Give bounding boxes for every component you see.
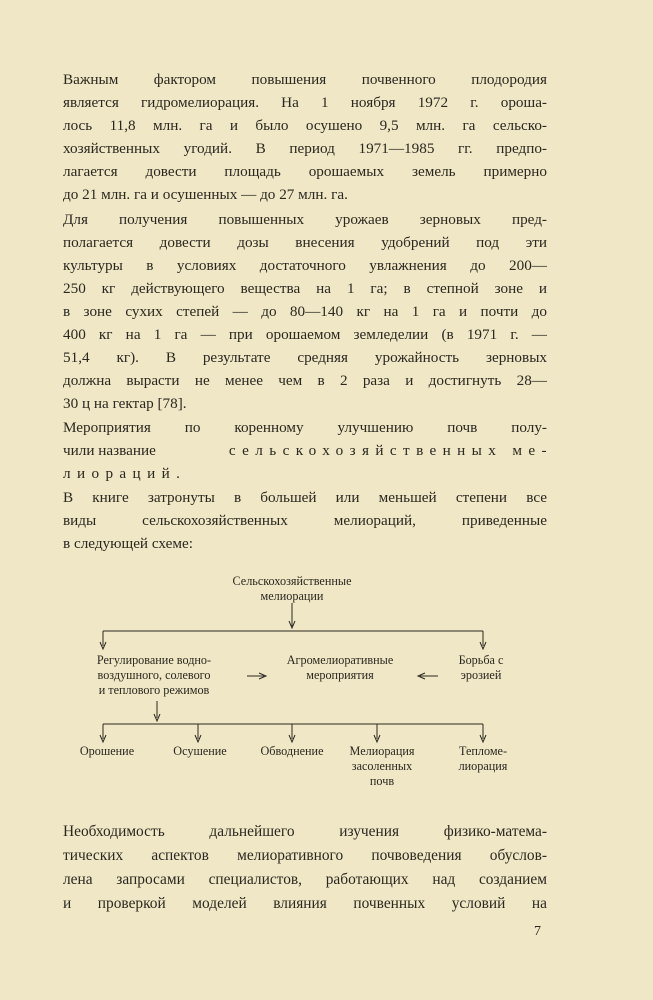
scheme-node-erosion [440, 653, 522, 683]
text-line: является гидромелиорация. На 1 ноября 1972 г. ороша- [63, 94, 547, 111]
node-line: Борьба с [458, 653, 504, 667]
emphasized-term: сельскохозяйственных ме- [228, 442, 553, 459]
scheme-node-watering [247, 744, 337, 759]
node-line: Тепломе- [458, 744, 508, 758]
text-line: тических аспектов мелиоративного почвоведения обуслов- [63, 847, 547, 864]
node-line: лиорация [458, 759, 508, 773]
node-line: Осушение [173, 744, 227, 758]
node-line: эрозией [460, 668, 502, 682]
scheme-node-drainage [158, 744, 242, 759]
text-line: 250 кг действующего вещества на 1 га; в степной зоне и [63, 280, 547, 297]
node-line: засоленных [351, 759, 413, 773]
node-line: Обводнение [260, 744, 324, 758]
paragraph-further-study [63, 820, 547, 916]
node-line: Орошение [79, 744, 135, 758]
text-line: виды сельскохозяйственных мелиораций, приведенные [63, 512, 547, 529]
text-line: в зоне сухих степей — до 80—140 кг на 1 га и почти до [63, 303, 547, 320]
text-line: в следующей схеме: [63, 535, 193, 552]
text-line: до 21 млн. га и осушенных — до 27 млн. га. [63, 186, 348, 203]
text-line: культуры в условиях достаточного увлажнения до 200— [63, 257, 547, 274]
node-line: мелиорации [260, 589, 324, 603]
node-line: Мелиорация [349, 744, 415, 758]
text-line: Необходимость дальнейшего изучения физико-матема- [63, 823, 547, 840]
text-line: Мероприятия по коренному улучшению почв полу- [63, 419, 547, 436]
node-line: и теплового режимов [98, 683, 210, 697]
node-line: Агромелиоративные [286, 653, 394, 667]
scheme-node-agromelioration [262, 653, 418, 683]
text-line: лагается довести площадь орошаемых земель примерно [63, 163, 547, 180]
scheme-root-node [202, 574, 382, 604]
text-line: хозяйственных угодий. В период 1971—1985 гг. предпо- [63, 140, 547, 157]
text-line: и проверкой моделей влияния почвенных условий на [63, 895, 547, 912]
text-line: Для получения повышенных урожаев зерновых пред- [63, 211, 547, 228]
node-line: Сельскохозяйственные [232, 574, 352, 588]
node-line: воздушного, солевого [97, 668, 211, 682]
text-line: лена запросами специалистов, работающих над созданием [63, 871, 547, 888]
text-line: лось 11,8 млн. га и было осушено 9,5 млн. га сельско- [63, 117, 547, 134]
text-line: должна вырасти не менее чем в 2 раза и достигнуть 28— [63, 372, 547, 389]
scheme-node-saline-soils [336, 744, 428, 789]
text-line: Важным фактором повышения почвенного плодородия [63, 71, 547, 88]
page-number: 7 [534, 924, 541, 939]
text-line: полагается довести дозы внесения удобрений под эти [63, 234, 547, 251]
text-line: 400 кг на 1 га — при орошаемом земледелии (в 1971 г. — [63, 326, 547, 343]
text-line: 51,4 кг). В результате средняя урожайность зерновых [63, 349, 547, 366]
scheme-node-regulation [66, 653, 242, 698]
text-line: 30 ц на гектар [78]. [63, 395, 187, 412]
node-line: почв [369, 774, 395, 788]
emphasized-term: лиораций. [63, 465, 187, 482]
text-line: В книге затронуты в большей или меньшей степени все [63, 489, 547, 506]
node-line: мероприятия [306, 668, 374, 682]
scheme-node-thermal-melioration [438, 744, 528, 774]
text-fragment: чили название [63, 442, 156, 459]
node-line: Регулирование водно- [96, 653, 212, 667]
scheme-node-irrigation [62, 744, 152, 759]
